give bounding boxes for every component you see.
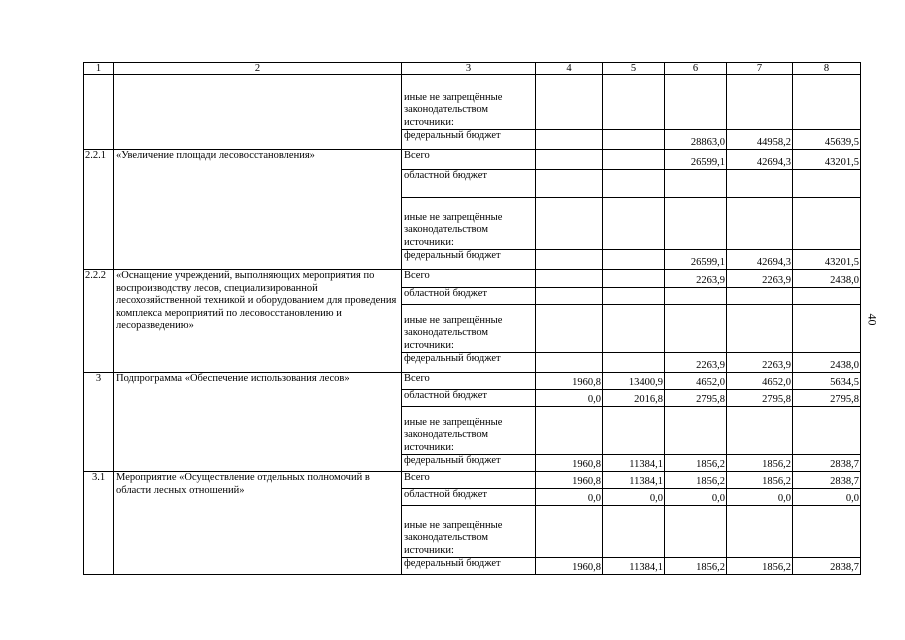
row-name-cell: «Увеличение площади лесовосстановления» bbox=[114, 150, 402, 270]
source-label: иные не запрещённые законодательством источники: bbox=[402, 506, 536, 558]
table-row bbox=[84, 75, 861, 130]
source-label: Всего bbox=[402, 373, 536, 390]
value-cell: 26599,1 bbox=[665, 250, 727, 270]
value-cell bbox=[536, 130, 603, 150]
value-cell bbox=[603, 250, 665, 270]
row-number-cell: 2.2.2 bbox=[84, 270, 114, 373]
value-cell: 2795,8 bbox=[727, 390, 793, 407]
value-cell bbox=[536, 353, 603, 373]
row-name-cell bbox=[114, 75, 402, 150]
budget-table bbox=[83, 62, 861, 575]
source-label: областной бюджет bbox=[402, 489, 536, 506]
value-cell bbox=[603, 270, 665, 288]
value-cell: 11384,1 bbox=[603, 472, 665, 489]
value-cell: 0,0 bbox=[536, 390, 603, 407]
value-cell bbox=[536, 270, 603, 288]
value-cell: 0,0 bbox=[665, 489, 727, 506]
value-cell: 5634,5 bbox=[793, 373, 861, 390]
source-label: федеральный бюджет bbox=[402, 250, 536, 270]
header-cell: 1 bbox=[84, 63, 114, 75]
value-cell: 42694,3 bbox=[727, 250, 793, 270]
source-label: федеральный бюджет bbox=[402, 455, 536, 472]
source-label: иные не запрещённые законодательством источники: bbox=[402, 407, 536, 455]
value-cell: 0,0 bbox=[603, 489, 665, 506]
header-row bbox=[84, 63, 861, 75]
row-number-cell: 2.2.1 bbox=[84, 150, 114, 270]
header-cell: 6 bbox=[665, 63, 727, 75]
source-label: областной бюджет bbox=[402, 390, 536, 407]
value-cell: 1960,8 bbox=[536, 472, 603, 489]
header-cell: 7 bbox=[727, 63, 793, 75]
value-cell: 44958,2 bbox=[727, 130, 793, 150]
value-cell: 1856,2 bbox=[665, 455, 727, 472]
source-label: иные не запрещённые законодательством источники: bbox=[402, 75, 536, 130]
table-row bbox=[84, 373, 861, 390]
value-cell: 1856,2 bbox=[727, 558, 793, 575]
value-cell: 2438,0 bbox=[793, 353, 861, 373]
value-cell: 1960,8 bbox=[536, 558, 603, 575]
table-row bbox=[84, 150, 861, 170]
row-name-cell: Мероприятие «Осуществление отдельных полномочий в области лесных отношений» bbox=[114, 472, 402, 575]
header-cell: 3 bbox=[402, 63, 536, 75]
value-cell: 1856,2 bbox=[727, 472, 793, 489]
value-cell: 1960,8 bbox=[536, 455, 603, 472]
value-cell: 26599,1 bbox=[665, 150, 727, 170]
source-label: Всего bbox=[402, 472, 536, 489]
row-number-cell bbox=[84, 75, 114, 150]
source-label: иные не запрещённые законодательством источники: bbox=[402, 305, 536, 353]
value-cell: 2263,9 bbox=[665, 353, 727, 373]
row-name-cell: «Оснащение учреждений, выполняющих мероприятия по воспроизводству лесов, специализированной лесохозяйственной техникой и оборудованием для проведения комплекса мероприятий по лесовосстановлению и лесоразведению» bbox=[114, 270, 402, 373]
value-cell: 11384,1 bbox=[603, 455, 665, 472]
header-cell: 2 bbox=[114, 63, 402, 75]
table-row bbox=[84, 270, 861, 288]
source-label: федеральный бюджет bbox=[402, 353, 536, 373]
header-cell: 8 bbox=[793, 63, 861, 75]
value-cell: 43201,5 bbox=[793, 250, 861, 270]
value-cell: 4652,0 bbox=[665, 373, 727, 390]
header-cell: 5 bbox=[603, 63, 665, 75]
value-cell: 2795,8 bbox=[793, 390, 861, 407]
value-cell: 2263,9 bbox=[727, 353, 793, 373]
source-label: федеральный бюджет bbox=[402, 130, 536, 150]
header-cell: 4 bbox=[536, 63, 603, 75]
value-cell: 1856,2 bbox=[665, 558, 727, 575]
value-cell: 28863,0 bbox=[665, 130, 727, 150]
row-number-cell: 3.1 bbox=[84, 472, 114, 575]
value-cell bbox=[536, 250, 603, 270]
source-label: Всего bbox=[402, 270, 536, 288]
value-cell bbox=[603, 353, 665, 373]
value-cell: 1960,8 bbox=[536, 373, 603, 390]
row-number-cell: 3 bbox=[84, 373, 114, 472]
value-cell: 0,0 bbox=[793, 489, 861, 506]
source-label: Всего bbox=[402, 150, 536, 170]
page-number: 40 bbox=[865, 313, 880, 326]
value-cell bbox=[536, 150, 603, 170]
value-cell: 2838,7 bbox=[793, 558, 861, 575]
source-label: иные не запрещённые законодательством источники: bbox=[402, 198, 536, 250]
table-row bbox=[84, 472, 861, 489]
value-cell: 43201,5 bbox=[793, 150, 861, 170]
value-cell: 2838,7 bbox=[793, 455, 861, 472]
value-cell: 1856,2 bbox=[665, 472, 727, 489]
row-name-cell: Подпрограмма «Обеспечение использования лесов» bbox=[114, 373, 402, 472]
value-cell: 2795,8 bbox=[665, 390, 727, 407]
value-cell: 0,0 bbox=[536, 489, 603, 506]
value-cell: 45639,5 bbox=[793, 130, 861, 150]
source-label: областной бюджет bbox=[402, 170, 536, 198]
value-cell: 4652,0 bbox=[727, 373, 793, 390]
value-cell bbox=[603, 150, 665, 170]
value-cell: 13400,9 bbox=[603, 373, 665, 390]
source-label: федеральный бюджет bbox=[402, 558, 536, 575]
value-cell: 11384,1 bbox=[603, 558, 665, 575]
value-cell: 2016,8 bbox=[603, 390, 665, 407]
source-label: областной бюджет bbox=[402, 288, 536, 305]
value-cell: 42694,3 bbox=[727, 150, 793, 170]
value-cell: 2838,7 bbox=[793, 472, 861, 489]
value-cell: 2263,9 bbox=[665, 270, 727, 288]
value-cell: 2263,9 bbox=[727, 270, 793, 288]
value-cell: 2438,0 bbox=[793, 270, 861, 288]
value-cell bbox=[603, 130, 665, 150]
value-cell: 0,0 bbox=[727, 489, 793, 506]
value-cell: 1856,2 bbox=[727, 455, 793, 472]
